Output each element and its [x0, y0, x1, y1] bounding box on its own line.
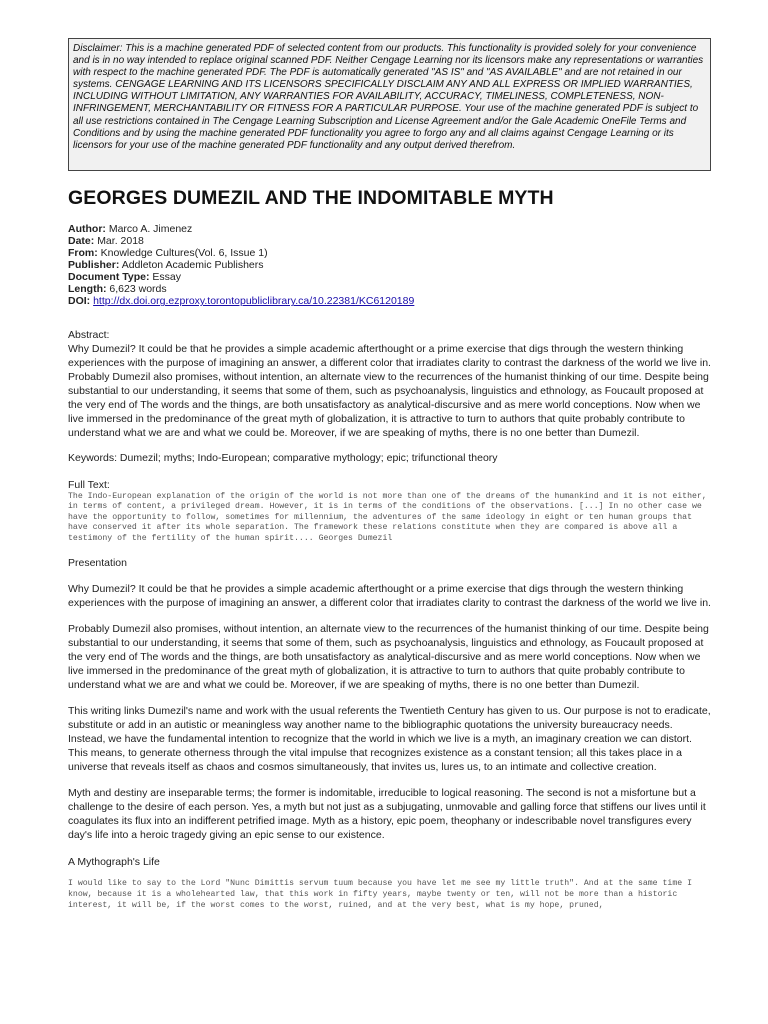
- meta-date-value: Mar. 2018: [97, 234, 144, 247]
- body-paragraph: Probably Dumezil also promises, without intention, an alternate view to the recurrences of the humanist thinking of our time. Despite being substantial to our understanding, it seems that some of them, such as psychoanalysis, linguistics and ethnology, as Foucault proposed at the very end of The words and the things, are both unsatisfactory as analytical-discursive and as mere world conceptions. Now when we live immersed in the predominance of the great myth of globalization, it is attractive to turn to authors that quite probably contribute to understand what we are and what we could be. Moreover, if we are speaking of myths, there is no one better than Dumezil.: [68, 623, 709, 692]
- meta-from: [68, 247, 711, 259]
- article-title: GEORGES DUMEZIL AND THE INDOMITABLE MYTH: [68, 186, 554, 209]
- meta-from-label: From:: [68, 247, 98, 260]
- article-metadata: [68, 223, 711, 308]
- doi-link[interactable]: http://dx.doi.org.ezproxy.torontopubliclibrary.ca/10.22381/KC6120189: [93, 295, 415, 308]
- disclaimer-box: [68, 38, 711, 171]
- meta-publisher: [68, 259, 711, 271]
- meta-date: [68, 235, 711, 247]
- meta-author-label: Author:: [68, 222, 106, 235]
- block-quote: I would like to say to the Lord "Nunc Dimittis servum tuum because you have let me see my little truth". And at the same time I know, because it is a wholehearted law, that this work in fifty years, maybe twenty or ten, will not be more than a historic interest, it will be, if the worst comes to the worst, ruined, and at the very best, what is my hope, pruned,: [68, 879, 692, 910]
- meta-doi-label: DOI:: [68, 295, 91, 308]
- fulltext-label: Full Text:: [68, 478, 110, 491]
- body-paragraph: Why Dumezil? It could be that he provides a simple academic afterthought or a prime exercise that digs through the western thinking experiences with the purpose of imagining an answer, a different color that irradiates clarity to contrast the darkness of the world we live in.: [68, 583, 711, 610]
- meta-author-value: Marco A. Jimenez: [108, 222, 193, 235]
- meta-author: [68, 223, 711, 235]
- section-heading-presentation: Presentation: [68, 557, 127, 570]
- abstract-text: Why Dumezil? It could be that he provides a simple academic afterthought or a prime exercise that digs through the western thinking experiences with the purpose of imagining an answer, a different color that irradiates clarity to contrast the darkness of the world we live in. Probably Dumezil also promises, without intention, an alternate view to the recurrences of the humanist thinking of our time. Despite being substantial to our understanding, it seems that some of them, such as psychoanalysis, linguistics and ethnology, as Foucault proposed at the very end of The words and the things, are both unsatisfactory as analytical-discursive and as mere world conceptions. Now when we live immersed in the predominance of the great myth of globalization, it is attractive to turn to authors that quite probably contribute to understand what we are and what we could be. Moreover, if we are speaking of myths, there is no one better than Dumezil.: [68, 342, 711, 439]
- keywords: Keywords: Dumezil; myths; Indo-European; comparative mythology; epic; trifunctional theory: [68, 451, 498, 464]
- meta-doctype: [68, 271, 711, 283]
- meta-from-value: Knowledge Cultures(Vol. 6, Issue 1): [100, 247, 268, 260]
- meta-doi: [68, 295, 711, 307]
- document-page: [68, 38, 711, 911]
- meta-doctype-label: Document Type:: [68, 271, 150, 284]
- body-paragraph: Myth and destiny are inseparable terms; the former is indomitable, irreducible to logical reasoning. The second is not a misfortune but a challenge to the desire of each person. Yes, a myth but not just as a subjugating, unmovable and galling force that stiffens our lives until it coagulates its flux into an indifferent petrified image. Myth as a history, epic poem, theophany or indescribable novel transfigures every day's life into a heroic tragedy giving an epic sense to our existence.: [68, 787, 706, 842]
- meta-publisher-label: Publisher:: [68, 259, 120, 272]
- abstract-label: Abstract:: [68, 328, 110, 341]
- body-paragraph: This writing links Dumezil's name and work with the usual referents the Twentieth Century has given to us. Our purpose is not to eradicate, substitute or add in an autistic or meaningless way another name to the bibliographic quotations the university bureaucracy needs. Instead, we have the fundamental intention to recognize that the world in which we live is a myth, an imaginary creation we can distort. This means, to generate otherness through the vital impulse that recognizes existence as a constant tension; all this takes place in a universe that reveals itself as chaos and cosmos simultaneously, that invites us, lures us, to an intimate and collective creation.: [68, 705, 711, 774]
- meta-length-label: Length:: [68, 283, 107, 296]
- meta-publisher-value: Addleton Academic Publishers: [121, 259, 264, 272]
- meta-length-value: 6,623 words: [109, 283, 167, 296]
- meta-length: [68, 283, 711, 295]
- section-heading-mythograph: A Mythograph's Life: [68, 856, 160, 869]
- meta-date-label: Date:: [68, 234, 95, 247]
- meta-doctype-value: Essay: [152, 271, 181, 284]
- epigraph-quote: The Indo-European explanation of the origin of the world is not more than one of the dreams of the humankind and it is not either, in terms of content, a privileged dream. However, it is in terms of the conditions of the observations. [...] In no other case we have the opportunity to follow, sometimes for millennium, the adventures of the same ideology in eight or ten human groups that have conserved it after its whole separation. The framework these relations constitute when they are compared is above all a testimony of the fertility of the human spirit.... Georges Dumezil: [68, 491, 707, 543]
- disclaimer-text: Disclaimer: This is a machine generated PDF of selected content from our products. This functionality is provided solely for your convenience and is in no way intended to replace original scanned PDF. Neither Cengage Learning nor its licensors make any representations or warranties with respect to the machine generated PDF. The PDF is automatically generated "AS IS" and "AS AVAILABLE" and are not retained in our systems. CENGAGE LEARNING AND ITS LICENSORS SPECIFICALLY DISCLAIM ANY AND ALL EXPRESS OR IMPLIED WARRANTIES, INCLUDING WITHOUT LIMITATION, ANY WARRANTIES FOR AVAILABILITY, ACCURACY, TIMELINESS, COMPLETENESS, NON-INFRINGEMENT, MERCHANTABILITY OR FITNESS FOR A PARTICULAR PURPOSE. Your use of the machine generated PDF is subject to all use restrictions contained in The Cengage Learning Subscription and License Agreement and/or the Gale Academic OneFile Terms and Conditions and by using the machine generated PDF functionality you agree to forgo any and all claims against Cengage Learning or its licensors for your use of the machine generated PDF functionality and any output derived therefrom.: [73, 43, 704, 151]
